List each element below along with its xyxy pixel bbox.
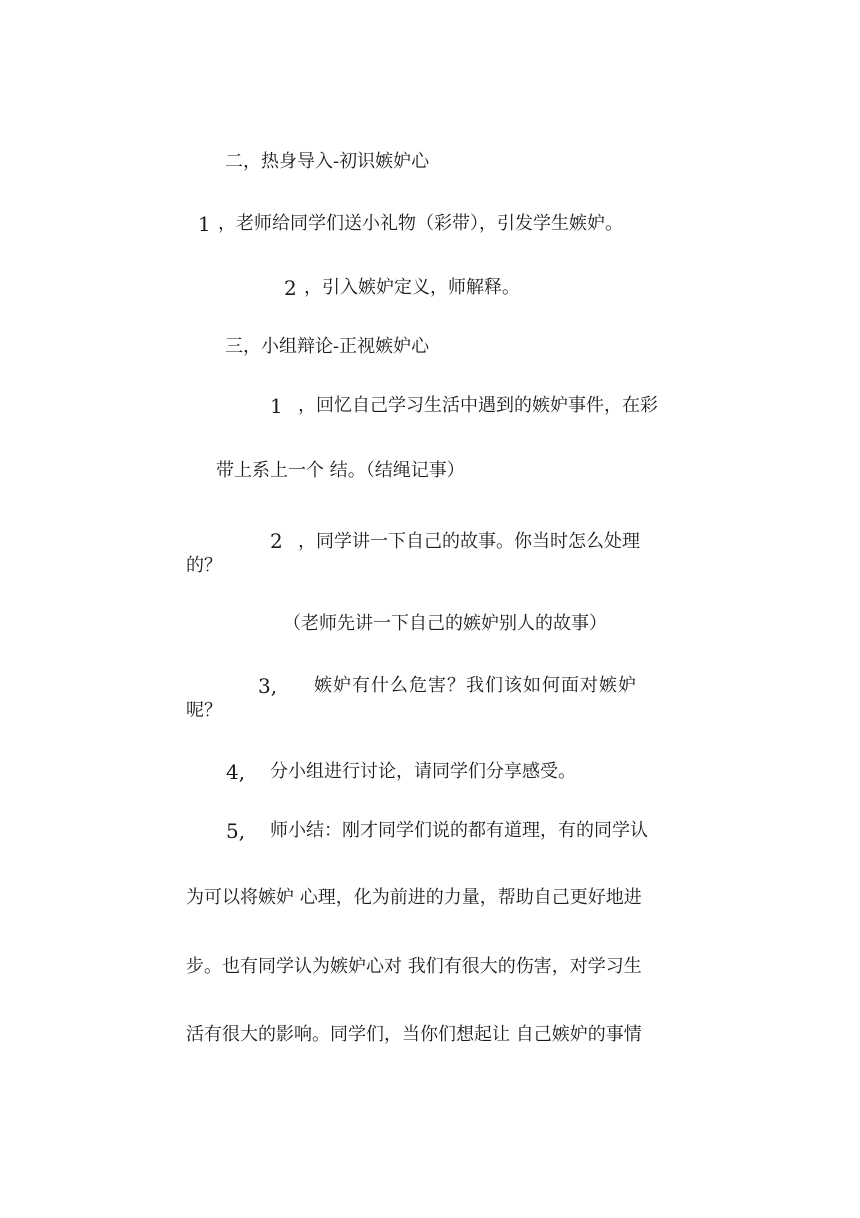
- paragraph-text: ，老师给同学们送小礼物（彩带），引发学生嫉妒。: [218, 213, 623, 234]
- list-number: 1: [198, 212, 211, 236]
- list-number: 4,: [226, 760, 246, 784]
- list-number: 1: [270, 394, 283, 418]
- paragraph-text: ，引入嫉妒定义，师解释。: [304, 277, 520, 298]
- section-heading-warmup: 二，热身导入-初识嫉妒心: [225, 151, 430, 172]
- list-number: 2: [270, 529, 283, 553]
- section-heading-debate: 三，小组辩论-正视嫉妒心: [225, 336, 430, 357]
- paragraph-text: 分小组进行讨论，请同学们分享感受。: [270, 761, 576, 782]
- list-number: 2: [284, 276, 297, 300]
- paragraph-text: 带上系上一个 结。（结绳记事）: [216, 460, 465, 481]
- paragraph-text: 步。也有同学认为嫉妒心对 我们有很大的伤害，对学习生: [186, 956, 642, 977]
- paragraph-text: ，回忆自己学习生活中遇到的嫉妒事件，在彩: [298, 395, 658, 416]
- paragraph-text: 为可以将嫉妒 心理，化为前进的力量，帮助自己更好地进: [186, 887, 642, 908]
- list-number: 5,: [226, 819, 246, 843]
- paragraph-text: 师小结：刚才同学们说的都有道理，有的同学认: [270, 820, 648, 841]
- paragraph-text: 的？: [186, 555, 222, 576]
- paragraph-note: （老师先讲一下自己的嫉妒别人的故事）: [283, 613, 607, 634]
- list-number: 3,: [258, 674, 278, 698]
- paragraph-text: 呢？: [186, 700, 222, 721]
- paragraph-text: 活有很大的影响。同学们，当你们想起让 自己嫉妒的事情: [186, 1024, 642, 1045]
- paragraph-text: ，同学讲一下自己的故事。你当时怎么处理: [298, 531, 640, 552]
- paragraph-text: 嫉妒有什么危害？我们该如何面对嫉妒: [314, 675, 637, 696]
